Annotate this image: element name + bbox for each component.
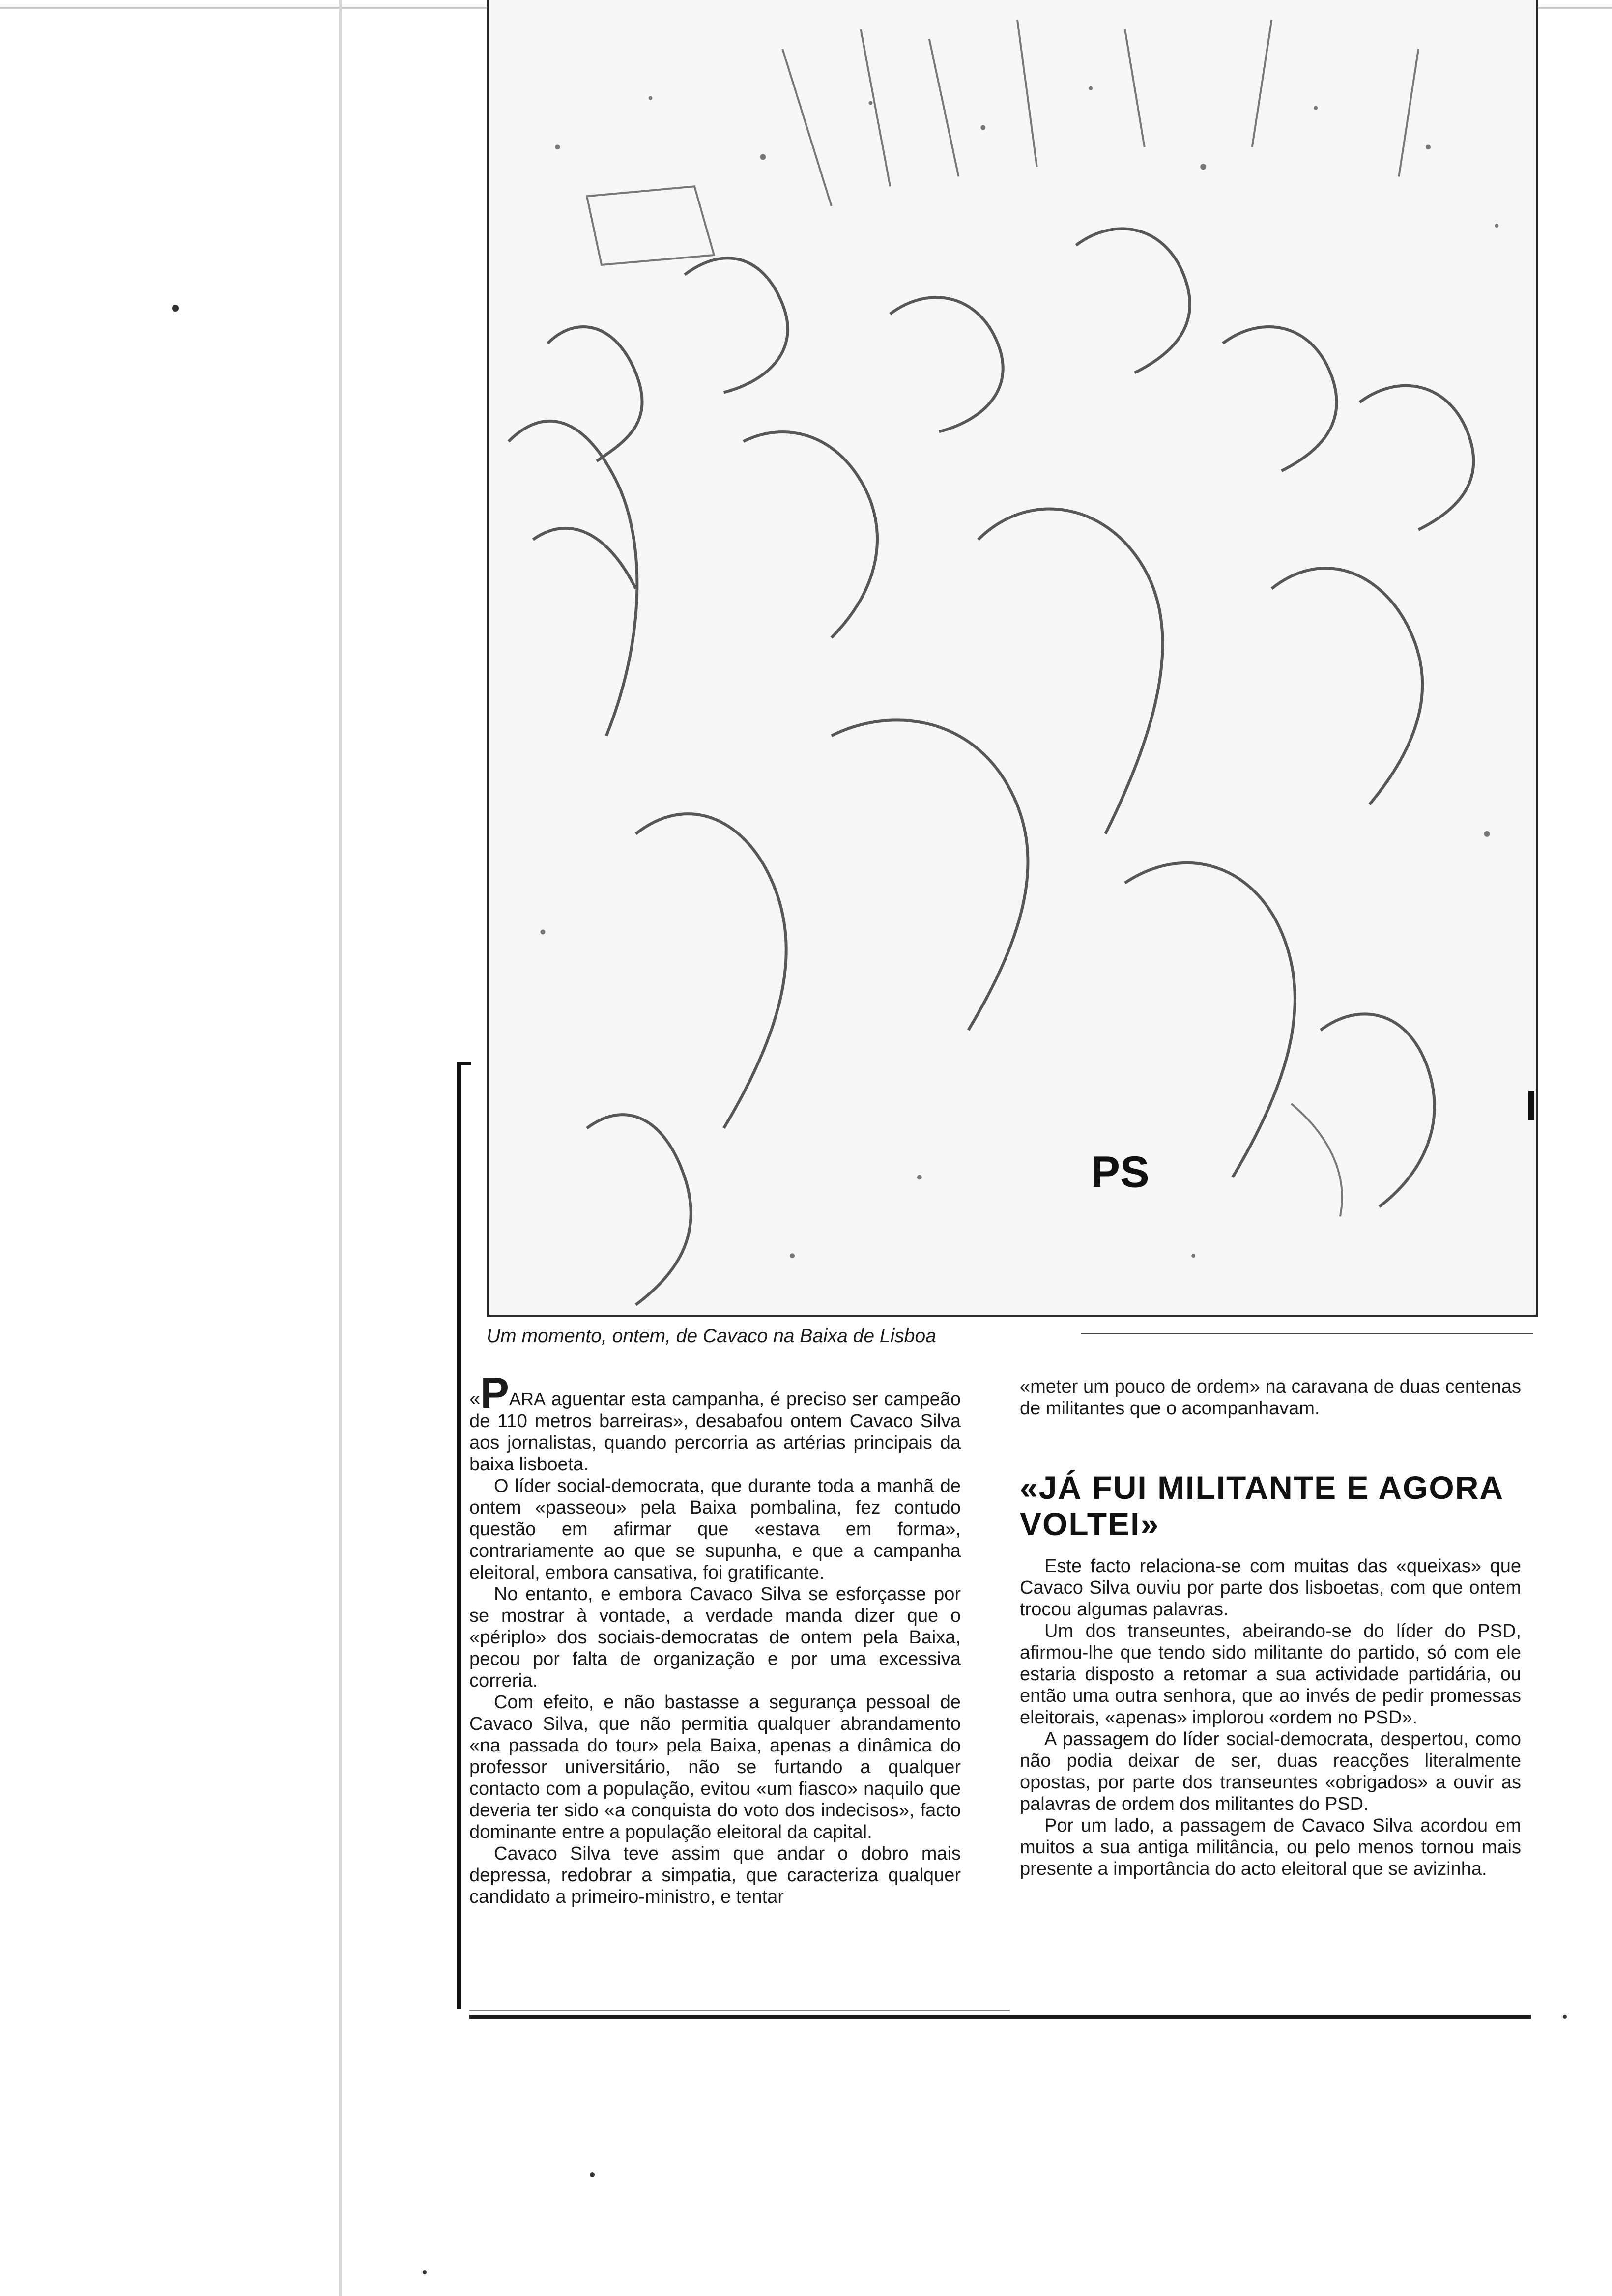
article-paragraph: O líder social-democrata, que durante toda a manhã de ontem «passeou» pela Baixa pombalina, fez contudo questão em afirmar que «estava em forma», contrariamente ao que se supunha, e que a campanha eleitoral, embora cansativa, foi gratificante.: [469, 1476, 961, 1583]
article-column-right: [1020, 1555, 1521, 1880]
scan-speck: [1563, 2015, 1567, 2019]
scan-edge-left: [339, 0, 342, 2296]
scan-speck: [590, 2172, 595, 2177]
lead-caps: ARA: [509, 1389, 546, 1409]
scan-speck: [423, 2270, 427, 2274]
news-photo: [487, 0, 1538, 1317]
crowd-photo-illustration: [489, 0, 1536, 1315]
article-paragraph: A passagem do líder social-democrata, despertou, como não podia deixar de ser, duas reacções literalmente opostas, por parte dos transeuntes «obrigados» a ouvir as palavras de ordem dos militantes do PSD.: [1020, 1729, 1521, 1814]
lead-open-quote: «: [469, 1388, 481, 1409]
scan-speck: [172, 305, 179, 312]
lead-text: aguentar esta campanha, é preciso ser campeão de 110 metros barreiras», desabafou ontem Cavaco Silva aos jornalistas, quando percorria as artérias principais da baixa lisboeta.: [469, 1389, 961, 1475]
section-heading: «JÁ FUI MILITANTE E AGORA VOLTEI»: [1020, 1469, 1503, 1542]
article-paragraph: Cavaco Silva teve assim que andar o dobro mais depressa, redobrar a simpatia, que caracteriza qualquer candidato a primeiro-ministro, e tentar: [469, 1843, 961, 1907]
article-column-right-continuation: [1020, 1376, 1521, 1419]
drop-cap: P: [480, 1369, 509, 1417]
article-paragraph: Com efeito, e não bastasse a segurança pessoal de Cavaco Silva, que não permitia qualquer abrandamento «na passada do tour» pela Baixa, apenas a dinâmica do professor universitário, não se furtando a qualquer contacto com a população, evitou «um fiasco» naquilo que deveria ter sido «a conquista do voto dos indecisos», facto dominante entre a população eleitoral da capital.: [469, 1692, 961, 1842]
photo-sign-text: PS: [1091, 1148, 1150, 1197]
article-paragraph-lead: [469, 1369, 961, 1475]
bottom-rule-thin: [469, 2010, 1010, 2011]
bottom-rule: [469, 2015, 1531, 2019]
article-paragraph: Um dos transeuntes, abeirando-se do líder do PSD, afirmou-lhe que tendo sido militante do partido, só com ele estaria disposto a retomar a sua actividade partidária, ou então uma outra senhora, que ao invés de pedir promessas eleitorais, «apenas» implorou «ordem no PSD».: [1020, 1621, 1521, 1728]
article-paragraph: Por um lado, a passagem de Cavaco Silva acordou em muitos a sua antiga militância, ou pelo menos tornou mais presente a importância do acto eleitoral que se avizinha.: [1020, 1815, 1521, 1879]
article-paragraph: No entanto, e embora Cavaco Silva se esforçasse por se mostrar à vontade, a verdade manda dizer que o «périplo» dos sociais-democratas de ontem pela Baixa, pecou por falta de organização e por uma excessiva correria.: [469, 1584, 961, 1691]
article-paragraph: Este facto relaciona-se com muitas das «queixas» que Cavaco Silva ouviu por parte dos lisboetas, com que ontem trocou algumas palavras.: [1020, 1556, 1521, 1620]
caption-rule: [1081, 1333, 1533, 1334]
clipping-bracket-left: [457, 1062, 471, 2009]
clipping-bracket-right: [1528, 1091, 1534, 1120]
photo-caption: Um momento, ontem, de Cavaco na Baixa de Lisboa: [487, 1325, 936, 1347]
article-column-left: [469, 1369, 961, 1908]
article-paragraph: «meter um pouco de ordem» na caravana de duas centenas de militantes que o acompanhavam.: [1020, 1377, 1521, 1419]
